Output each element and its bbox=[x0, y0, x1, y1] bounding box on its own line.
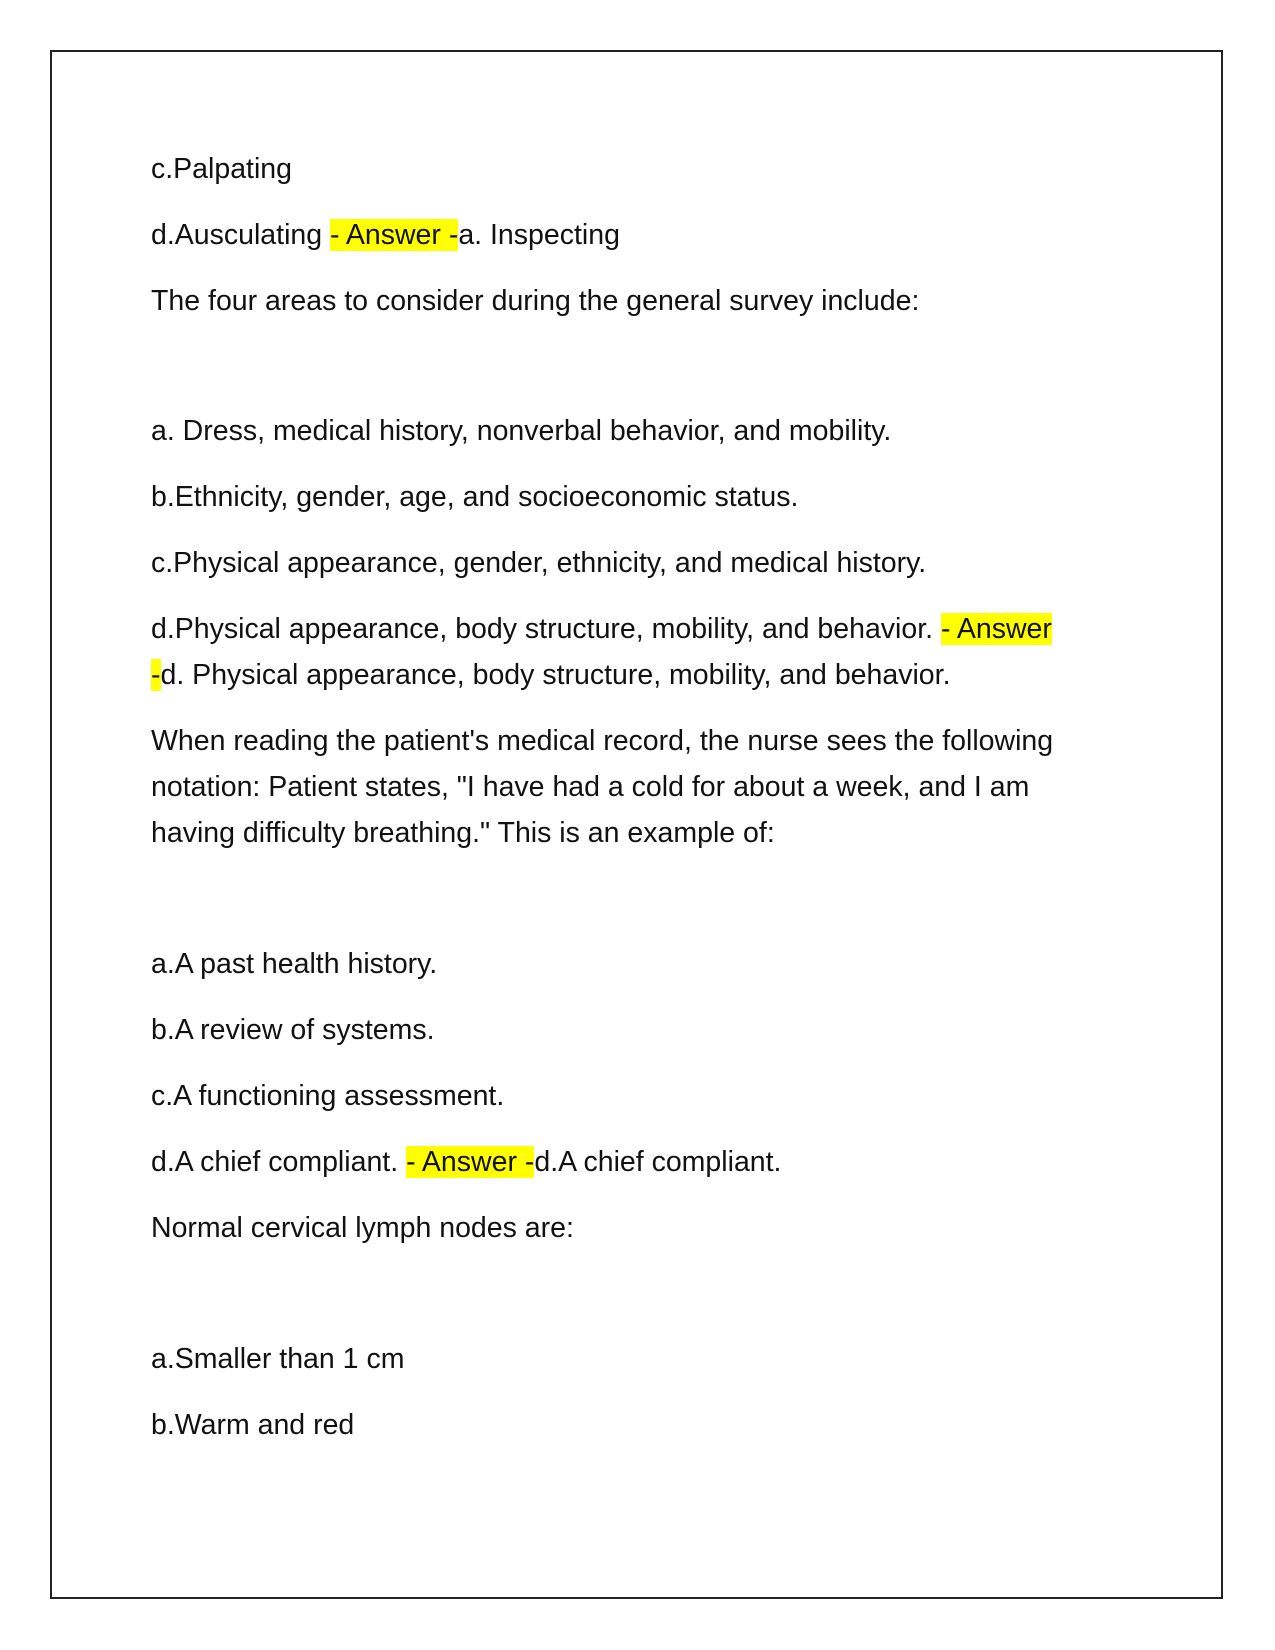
option-c-physical-gender bbox=[151, 540, 926, 587]
line-text: a.Smaller than 1 cm bbox=[151, 1343, 405, 1375]
answer-text: a. Inspecting bbox=[458, 219, 620, 251]
line-text: c.Palpating bbox=[151, 153, 293, 185]
option-b-review-systems bbox=[151, 1007, 435, 1054]
line-text: When reading the patient's medical record, the nurse sees the following bbox=[151, 725, 1054, 757]
line-text: The four areas to consider during the general survey include: bbox=[151, 285, 920, 317]
option-b-ethnicity bbox=[151, 474, 798, 521]
question-medical-record-line1 bbox=[151, 718, 1053, 765]
answer-continuation bbox=[151, 652, 951, 699]
question-general-survey bbox=[151, 278, 919, 325]
line-text: d.Ausculating bbox=[151, 219, 331, 251]
line-text: c.A functioning assessment. bbox=[151, 1080, 505, 1112]
option-a-dress bbox=[151, 408, 891, 455]
option-b-warm-red bbox=[151, 1402, 354, 1449]
option-a-smaller-1cm bbox=[151, 1336, 404, 1383]
line-text: notation: Patient states, "I have had a cold for about a week, and I am bbox=[151, 771, 1030, 803]
option-c-palpating bbox=[151, 146, 292, 193]
answer-text: d. Physical appearance, body structure, mobility, and behavior. bbox=[160, 659, 951, 691]
answer-highlight: - Answer - bbox=[330, 219, 459, 251]
line-text: c.Physical appearance, gender, ethnicity, and medical history. bbox=[151, 547, 927, 579]
line-text: a. Dress, medical history, nonverbal behavior, and mobility. bbox=[151, 415, 892, 447]
question-medical-record-line3 bbox=[151, 810, 775, 857]
option-d-chief-compliant-answer bbox=[151, 1139, 781, 1186]
line-text: b.Ethnicity, gender, age, and socioeconomic status. bbox=[151, 481, 799, 513]
option-d-physical-body-answer bbox=[151, 606, 1052, 653]
line-text: having difficulty breathing." This is an example of: bbox=[151, 817, 775, 849]
question-medical-record-line2 bbox=[151, 764, 1029, 811]
option-c-functioning bbox=[151, 1073, 504, 1120]
answer-highlight: - Answer - bbox=[406, 1146, 535, 1178]
answer-text: d.A chief compliant. bbox=[534, 1146, 782, 1178]
line-text: b.A review of systems. bbox=[151, 1014, 435, 1046]
line-text: Normal cervical lymph nodes are: bbox=[151, 1212, 574, 1244]
option-a-past-health bbox=[151, 941, 437, 988]
line-text: d.Physical appearance, body structure, mobility, and behavior. bbox=[151, 613, 941, 645]
answer-highlight: - Answer bbox=[941, 613, 1052, 645]
option-d-ausculating-answer bbox=[151, 212, 620, 259]
line-text: d.A chief compliant. bbox=[151, 1146, 407, 1178]
answer-highlight: - bbox=[151, 659, 161, 691]
line-text: b.Warm and red bbox=[151, 1409, 355, 1441]
question-lymph-nodes bbox=[151, 1205, 574, 1252]
line-text: a.A past health history. bbox=[151, 948, 438, 980]
